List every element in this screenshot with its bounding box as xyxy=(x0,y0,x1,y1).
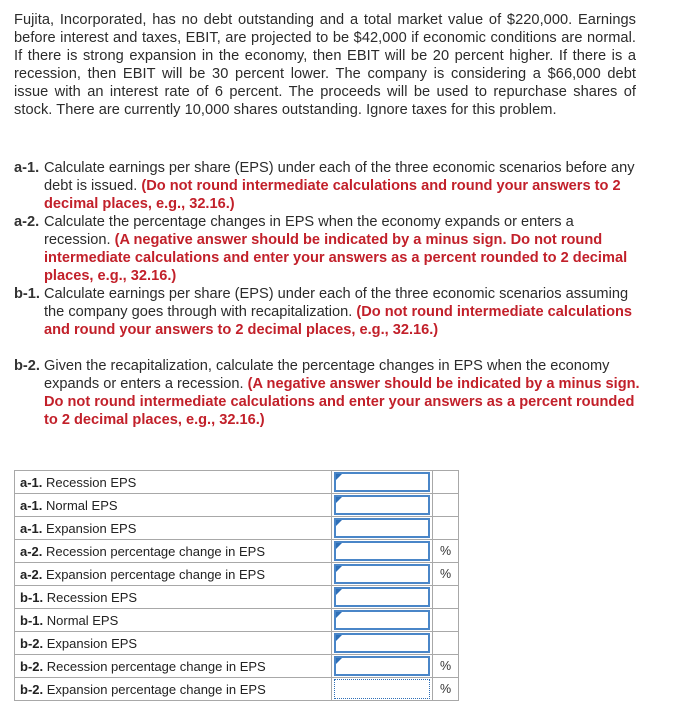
answer-table xyxy=(14,470,459,701)
input-marker-icon xyxy=(336,474,342,480)
answer-label: Expansion EPS xyxy=(46,520,137,536)
answer-row-label xyxy=(15,494,332,517)
question-a1 xyxy=(14,159,642,213)
answer-row-label xyxy=(15,540,332,563)
answer-row xyxy=(15,678,459,701)
answer-input[interactable] xyxy=(334,495,430,515)
answer-row-label xyxy=(15,632,332,655)
answer-part: a-1. xyxy=(20,520,43,536)
answer-input[interactable] xyxy=(334,518,430,538)
answer-input-cell xyxy=(332,471,433,494)
answer-part: a-2. xyxy=(20,566,43,582)
answer-part: b-1. xyxy=(20,612,44,628)
question-text: Calculate earnings per share (EPS) under each of the three economic scenarios before any debt is issued. xyxy=(44,160,635,194)
answer-input[interactable] xyxy=(334,587,430,607)
answer-label: Expansion percentage change in EPS xyxy=(46,681,266,697)
unit-cell xyxy=(433,632,459,655)
question-note: (A negative answer should be indicated by a minus sign. Do not round intermediate calculations and enter your answers as a percent rounded to 2 decimal places, e.g., 32.16.) xyxy=(44,232,628,284)
question-label: a-2. xyxy=(14,214,40,230)
answer-label: Expansion percentage change in EPS xyxy=(46,566,266,582)
answer-input[interactable] xyxy=(334,633,430,653)
question-b1 xyxy=(14,285,642,339)
problem-statement: Fujita, Incorporated, has no debt outstanding and a total market value of $220,000. Earnings before interest and taxes, EBIT, are projected to be $42,000 if economic conditions are normal. If there is strong expansion in the economy, then EBIT will be 20 percent higher. If there is a recession, then EBIT will be 30 percent lower. The company is considering a $66,000 debt issue with an interest rate of 6 percent. The proceeds will be used to repurchase shares of stock. There are currently 10,000 shares outstanding. Ignore taxes for this problem. xyxy=(14,12,636,118)
question-note: (A negative answer should be indicated by a minus sign. Do not round intermediate calculations and enter your answers as a percent rounded to 2 decimal places, e.g., 32.16.) xyxy=(44,376,640,428)
unit-cell xyxy=(433,609,459,632)
answer-input-cell xyxy=(332,563,433,586)
answer-row xyxy=(15,632,459,655)
unit-cell: % xyxy=(433,563,459,586)
answer-input-cell xyxy=(332,517,433,540)
answer-row xyxy=(15,517,459,540)
input-marker-icon xyxy=(336,612,342,618)
input-marker-icon xyxy=(336,520,342,526)
answer-row-label xyxy=(15,586,332,609)
answer-label: Recession EPS xyxy=(46,589,138,605)
input-marker-icon xyxy=(336,635,342,641)
unit-cell xyxy=(433,517,459,540)
answer-row xyxy=(15,494,459,517)
answer-row xyxy=(15,655,459,678)
answer-row-label xyxy=(15,655,332,678)
input-marker-icon xyxy=(336,497,342,503)
unit-cell xyxy=(433,471,459,494)
answer-row-label xyxy=(15,563,332,586)
answer-label: Recession percentage change in EPS xyxy=(46,658,266,674)
question-note: (Do not round intermediate calculations and round your answers to 2 decimal places, e.g., 32.16.) xyxy=(44,178,621,212)
answer-row-label xyxy=(15,471,332,494)
question-a2 xyxy=(14,213,642,285)
answer-input-cell xyxy=(332,586,433,609)
unit-cell: % xyxy=(433,655,459,678)
answer-part: a-1. xyxy=(20,497,43,513)
answer-row xyxy=(15,563,459,586)
answer-input[interactable] xyxy=(334,472,430,492)
answer-part: b-2. xyxy=(20,658,44,674)
answer-input[interactable] xyxy=(334,610,430,630)
input-marker-icon xyxy=(336,658,342,664)
answer-input[interactable] xyxy=(334,564,430,584)
answer-row-label xyxy=(15,678,332,701)
answer-row xyxy=(15,609,459,632)
unit-cell: % xyxy=(433,678,459,701)
answer-row xyxy=(15,540,459,563)
answer-input[interactable] xyxy=(334,679,430,699)
question-label: a-1. xyxy=(14,160,40,176)
answer-row-label xyxy=(15,517,332,540)
answer-input-cell xyxy=(332,540,433,563)
unit-cell: % xyxy=(433,540,459,563)
question-label: b-1. xyxy=(14,286,40,302)
answer-input-cell xyxy=(332,678,433,701)
question-b2 xyxy=(14,357,642,429)
input-marker-icon xyxy=(336,589,342,595)
answer-label: Normal EPS xyxy=(46,497,118,513)
answer-input-cell xyxy=(332,609,433,632)
answer-row xyxy=(15,471,459,494)
question-text: Calculate earnings per share (EPS) under each of the three economic scenarios assuming the company goes through with recapitalization. xyxy=(44,286,629,320)
answer-label: Recession EPS xyxy=(46,474,137,490)
answer-label: Normal EPS xyxy=(46,612,119,628)
answer-part: b-2. xyxy=(20,681,44,697)
answer-input-cell xyxy=(332,655,433,678)
question-text: Given the recapitalization, calculate the percentage changes in EPS when the economy expands or enters a recession. xyxy=(44,358,610,392)
answer-label: Recession percentage change in EPS xyxy=(46,543,266,559)
answer-row-label xyxy=(15,609,332,632)
unit-cell xyxy=(433,586,459,609)
answer-row xyxy=(15,586,459,609)
question-text: Calculate the percentage changes in EPS when the economy expands or enters a recession. xyxy=(44,214,574,248)
answer-part: a-1. xyxy=(20,474,43,490)
answer-part: a-2. xyxy=(20,543,43,559)
input-marker-icon xyxy=(336,543,342,549)
answer-part: b-1. xyxy=(20,589,44,605)
answer-part: b-2. xyxy=(20,635,44,651)
question-note: (Do not round intermediate calculations and round your answers to 2 decimal places, e.g., 32.16.) xyxy=(44,304,633,338)
answer-input-cell xyxy=(332,632,433,655)
input-marker-icon xyxy=(336,566,342,572)
answer-label: Expansion EPS xyxy=(46,635,138,651)
unit-cell xyxy=(433,494,459,517)
answer-input[interactable] xyxy=(334,656,430,676)
answer-input-cell xyxy=(332,494,433,517)
question-label: b-2. xyxy=(14,358,40,374)
answer-input[interactable] xyxy=(334,541,430,561)
